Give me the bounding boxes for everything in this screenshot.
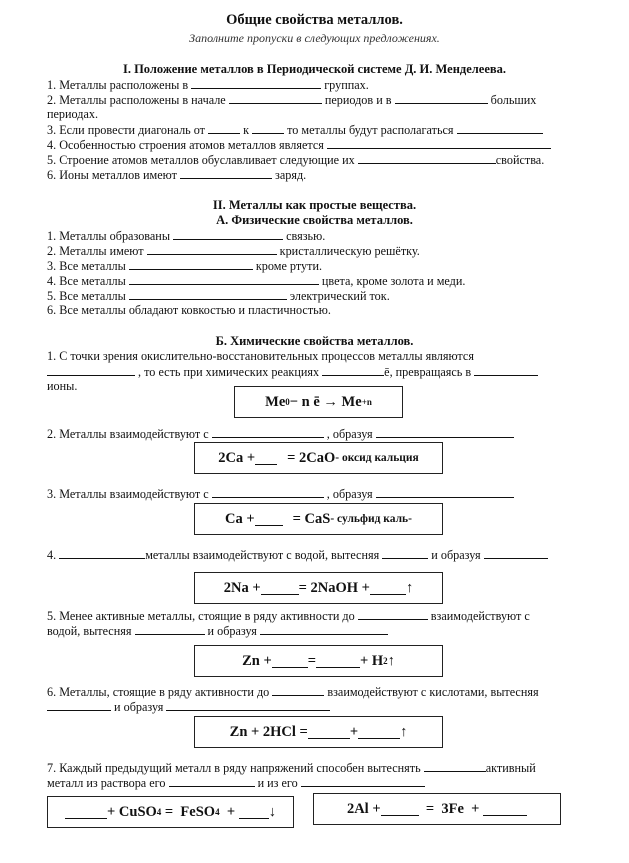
text: 2Ca + bbox=[218, 449, 256, 466]
s2b-item-7 bbox=[47, 760, 536, 776]
s1-item-2 bbox=[47, 92, 536, 108]
s2b-item-2 bbox=[47, 426, 514, 442]
text: 4. Все металлы bbox=[47, 274, 129, 288]
text: 4. Особенностью строения атомов металлов является bbox=[47, 138, 327, 152]
formula-box-al-fe bbox=[313, 793, 561, 825]
text: электрический ток. bbox=[286, 289, 390, 303]
blank-field[interactable] bbox=[395, 92, 488, 104]
blank-field[interactable] bbox=[322, 364, 384, 376]
text: Zn + 2HCl = bbox=[229, 723, 308, 740]
section-2b-heading: Б. Химические свойства металлов. bbox=[215, 334, 414, 348]
text: активный bbox=[485, 761, 536, 775]
superscript: +n bbox=[361, 397, 372, 407]
text: группах. bbox=[321, 78, 369, 92]
blank-field[interactable] bbox=[255, 451, 277, 465]
down-arrow-icon: ↓ bbox=[268, 803, 276, 820]
blank-field[interactable] bbox=[376, 486, 514, 498]
blank-field[interactable] bbox=[59, 547, 145, 559]
text: заряд. bbox=[271, 168, 307, 182]
text: 3. Если провести диагональ от bbox=[47, 123, 209, 137]
text: водой, вытесняя bbox=[47, 624, 135, 638]
s2b-item-6 bbox=[47, 684, 539, 700]
s2a-item-5 bbox=[47, 288, 390, 304]
text: - оксид кальция bbox=[335, 452, 419, 464]
text: - сульфид каль- bbox=[330, 513, 412, 525]
subscript: 4 bbox=[215, 807, 220, 817]
blank-field[interactable] bbox=[180, 167, 272, 179]
text: , образуя bbox=[323, 427, 376, 441]
text: 5. Строение атомов металлов обуславливает следующие их bbox=[47, 153, 358, 167]
text: связью. bbox=[283, 229, 326, 243]
s2b-item-7-cont bbox=[47, 775, 425, 791]
subscript: 2 bbox=[383, 656, 388, 666]
text: = CaS bbox=[292, 510, 331, 527]
text: и из его bbox=[254, 776, 301, 790]
s1-item-5 bbox=[47, 152, 544, 168]
text: 2. Металлы расположены в начале bbox=[47, 93, 229, 107]
text: 3. Металлы взаимодействуют с bbox=[47, 487, 212, 501]
s1-item-6 bbox=[47, 167, 306, 183]
blank-field[interactable] bbox=[129, 288, 287, 300]
text: то металлы будут располагаться bbox=[284, 123, 457, 137]
text: 5. Все металлы bbox=[47, 289, 129, 303]
blank-field[interactable] bbox=[327, 137, 551, 149]
text: 2Na + bbox=[223, 579, 261, 596]
blank-field[interactable] bbox=[229, 92, 322, 104]
blank-field[interactable] bbox=[484, 547, 548, 559]
blank-field[interactable] bbox=[208, 122, 240, 134]
s1-item-2-cont: периодах. bbox=[47, 107, 99, 121]
blank-field[interactable] bbox=[65, 805, 107, 819]
text: ē, превращаясь в bbox=[384, 365, 475, 379]
text: 5. Менее активные металлы, стоящие в ряду активности до bbox=[47, 609, 358, 623]
blank-field[interactable] bbox=[382, 547, 428, 559]
document-title: Общие свойства металлов. bbox=[226, 12, 403, 28]
blank-field[interactable] bbox=[255, 512, 283, 526]
s2a-item-4 bbox=[47, 273, 465, 289]
formula-box-cas bbox=[194, 503, 443, 535]
blank-field[interactable] bbox=[370, 581, 406, 595]
s2b-item-5-cont bbox=[47, 623, 388, 639]
subscript: 4 bbox=[156, 807, 162, 817]
text: Ca + bbox=[225, 510, 255, 527]
blank-field[interactable] bbox=[47, 364, 135, 376]
blank-field[interactable] bbox=[129, 273, 319, 285]
formula-box-naoh bbox=[194, 572, 443, 604]
text: Me bbox=[265, 393, 286, 410]
blank-field[interactable] bbox=[260, 623, 388, 635]
blank-field[interactable] bbox=[424, 760, 486, 772]
up-arrow-icon: ↑ bbox=[400, 723, 408, 740]
blank-field[interactable] bbox=[173, 228, 283, 240]
blank-field[interactable] bbox=[376, 426, 514, 438]
blank-field[interactable] bbox=[457, 122, 543, 134]
text: 4. bbox=[47, 548, 60, 562]
blank-field[interactable] bbox=[239, 805, 269, 819]
text: свойства. bbox=[495, 153, 545, 167]
section-1-heading: I. Положение металлов в Периодической системе Д. И. Менделеева. bbox=[122, 62, 507, 76]
blank-field[interactable] bbox=[308, 725, 350, 739]
text: к bbox=[240, 123, 253, 137]
blank-field[interactable] bbox=[47, 699, 111, 711]
blank-field[interactable] bbox=[212, 426, 324, 438]
text: = bbox=[307, 652, 316, 669]
text: = FeSO bbox=[161, 803, 216, 820]
section-2a-heading: А. Физические свойства металлов. bbox=[216, 213, 413, 227]
up-arrow-icon: ↑ bbox=[405, 579, 414, 596]
blank-field[interactable] bbox=[483, 802, 527, 816]
text: металл из раствора его bbox=[47, 776, 169, 790]
text: = 2NaOH + bbox=[298, 579, 370, 596]
text: Zn + bbox=[242, 652, 272, 669]
text: 2. Металлы имеют bbox=[47, 244, 147, 258]
text: взаимодействуют с кислотами, вытесняя bbox=[324, 685, 539, 699]
text: , образуя bbox=[323, 487, 376, 501]
text: кроме ртути. bbox=[252, 259, 323, 273]
text: взаимодействуют с bbox=[427, 609, 530, 623]
up-arrow-icon: ↑ bbox=[387, 652, 395, 669]
formula-box-cao bbox=[194, 442, 443, 474]
blank-field[interactable] bbox=[358, 152, 496, 164]
s2b-item-5 bbox=[47, 608, 530, 624]
s2b-item-1-end: ионы. bbox=[47, 379, 78, 393]
s2b-item-4 bbox=[47, 547, 548, 563]
text: 6. Металлы, стоящие в ряду активности до bbox=[47, 685, 273, 699]
blank-field[interactable] bbox=[252, 122, 284, 134]
s2a-item-2 bbox=[47, 243, 420, 259]
text: и образуя bbox=[111, 700, 167, 714]
text: + H bbox=[359, 652, 384, 669]
text: − n ē → Me bbox=[289, 393, 362, 410]
blank-field[interactable] bbox=[129, 258, 253, 270]
formula-box-zn-water bbox=[194, 645, 443, 677]
s1-item-1 bbox=[47, 77, 369, 93]
blank-field[interactable] bbox=[166, 699, 330, 711]
s2a-item-3 bbox=[47, 258, 322, 274]
text: больших bbox=[487, 93, 537, 107]
s2a-item-6: 6. Все металлы обладают ковкостью и пластичностью. bbox=[47, 303, 331, 317]
blank-field[interactable] bbox=[191, 77, 321, 89]
text: 1. Металлы расположены в bbox=[47, 78, 192, 92]
blank-field[interactable] bbox=[261, 581, 299, 595]
superscript: 0 bbox=[285, 397, 290, 407]
blank-field[interactable] bbox=[135, 623, 205, 635]
text: 3. Все металлы bbox=[47, 259, 129, 273]
blank-field[interactable] bbox=[301, 775, 425, 787]
document-subtitle: Заполните пропуски в следующих предложениях. bbox=[189, 31, 440, 45]
section-2-heading: II. Металлы как простые вещества. bbox=[212, 198, 417, 212]
text: , то есть при химических реакциях bbox=[135, 365, 323, 379]
text: + CuSO bbox=[107, 803, 157, 820]
text: и образуя bbox=[428, 548, 484, 562]
text: 1. Металлы образованы bbox=[47, 229, 174, 243]
text: и образуя bbox=[204, 624, 260, 638]
s2b-item-3 bbox=[47, 486, 514, 502]
blank-field[interactable] bbox=[169, 775, 255, 787]
text: металлы взаимодействуют с водой, вытесняя bbox=[145, 548, 383, 562]
text: = 2CaO bbox=[287, 449, 336, 466]
text: + bbox=[219, 803, 239, 820]
formula-box-oxidation bbox=[234, 386, 403, 418]
text: = 3Fe + bbox=[418, 800, 484, 817]
blank-field[interactable] bbox=[358, 725, 400, 739]
text: 6. Ионы металлов имеют bbox=[47, 168, 180, 182]
text: 2. Металлы взаимодействуют с bbox=[47, 427, 212, 441]
s1-item-3 bbox=[47, 122, 543, 138]
blank-field[interactable] bbox=[381, 802, 419, 816]
blank-field[interactable] bbox=[316, 654, 360, 668]
formula-box-cuso4 bbox=[47, 796, 294, 828]
s2a-item-1 bbox=[47, 228, 325, 244]
formula-box-zn-hcl bbox=[194, 716, 443, 748]
blank-field[interactable] bbox=[358, 608, 428, 620]
blank-field[interactable] bbox=[147, 243, 277, 255]
s2b-item-6-cont bbox=[47, 699, 330, 715]
text: периодов и в bbox=[321, 93, 395, 107]
s2b-item-1: 1. С точки зрения окислительно-восстановительных процессов металлы являются bbox=[47, 349, 474, 363]
text: + bbox=[349, 723, 359, 740]
blank-field[interactable] bbox=[474, 364, 538, 376]
s1-item-4 bbox=[47, 137, 551, 153]
blank-field[interactable] bbox=[272, 684, 324, 696]
text: 2Al + bbox=[346, 800, 381, 817]
blank-field[interactable] bbox=[272, 654, 308, 668]
text: цвета, кроме золота и меди. bbox=[318, 274, 466, 288]
text: кристаллическую решётку. bbox=[276, 244, 420, 258]
s2b-item-1-cont bbox=[47, 364, 538, 380]
blank-field[interactable] bbox=[212, 486, 324, 498]
text: 7. Каждый предыдущий металл в ряду напряжений способен вытеснять bbox=[47, 761, 424, 775]
